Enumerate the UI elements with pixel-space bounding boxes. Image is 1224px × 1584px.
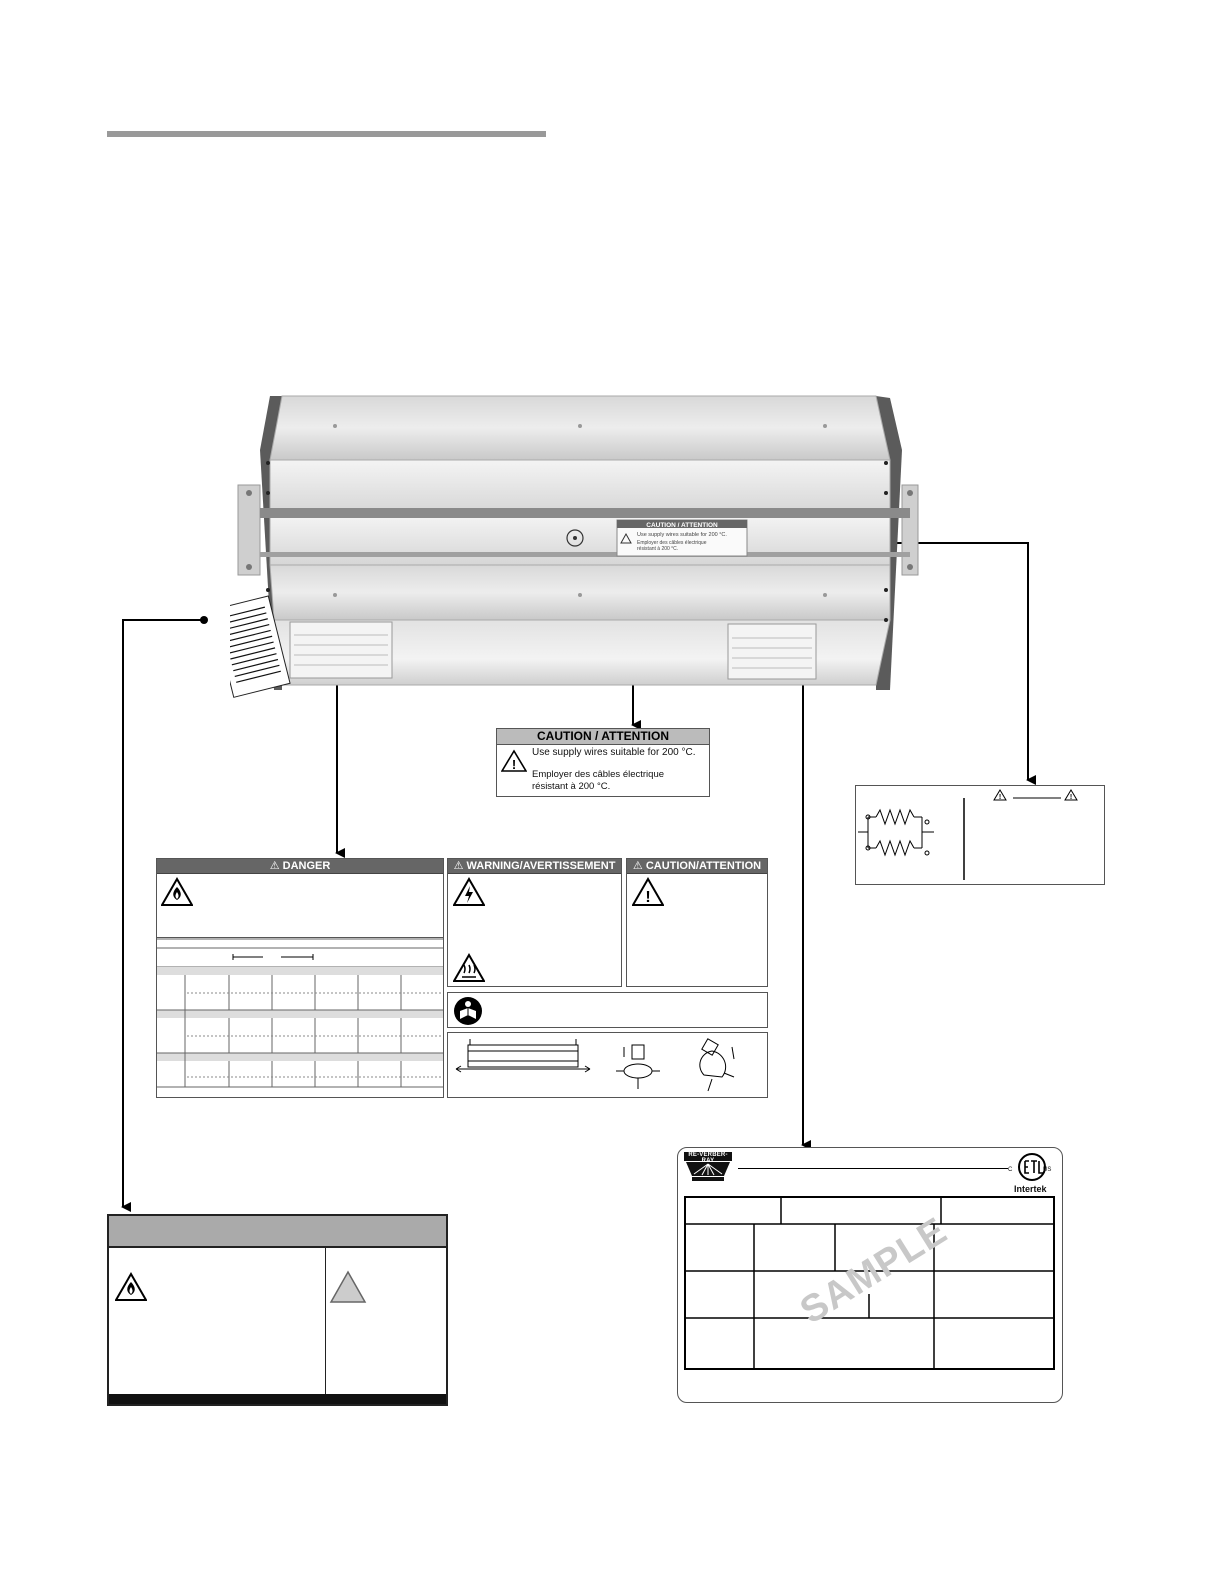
- flame-icon: [161, 877, 193, 907]
- svg-text:!: !: [511, 757, 517, 772]
- electric-shock-icon: [453, 877, 485, 907]
- svg-text:!: !: [645, 889, 651, 906]
- caution-panel: [626, 858, 768, 987]
- caution-label-fr-2: résistant à 200 °C.: [532, 781, 611, 792]
- danger-title: DANGER: [282, 860, 331, 872]
- hot-surface-icon: [453, 953, 485, 983]
- mounting-diagrams: [448, 1033, 766, 1097]
- cert-us: US: [1043, 1167, 1052, 1173]
- mounting-panel: [447, 1032, 768, 1098]
- sample-watermark: SAMPLE: [793, 1209, 955, 1333]
- flame-icon: [115, 1272, 147, 1302]
- caution-triangle-icon: [329, 1270, 367, 1304]
- exclamation-icon: [632, 877, 664, 907]
- caution-title: CAUTION/ATTENTION: [645, 860, 762, 872]
- caution-label-en: Use supply wires suitable for 200 °C.: [532, 747, 696, 758]
- clearance-table: [157, 937, 443, 1097]
- warning-triangle-icon: ⚠: [453, 860, 464, 872]
- brand-name: RE-VERBER-RAY: [688, 1152, 728, 1164]
- danger-panel: [156, 858, 444, 1098]
- warning-triangle-icon: ⚠: [632, 860, 643, 872]
- tag-label-header: [109, 1216, 446, 1248]
- warning-triangle-icon: [501, 749, 527, 773]
- wiring-label: [855, 785, 1105, 885]
- heater-caution-title: CAUTION / ATTENTION: [646, 522, 718, 529]
- heater-illustration: [230, 390, 920, 710]
- rating-plate: [677, 1147, 1063, 1403]
- warning-triangle-icon: ⚠: [269, 860, 280, 872]
- read-manual-icon: [453, 996, 483, 1026]
- wiring-schematic: [856, 786, 1104, 884]
- svg-text:!: !: [1069, 794, 1073, 801]
- plate-title-rule: [738, 1168, 1008, 1169]
- tag-label: [107, 1214, 448, 1406]
- caution-label: [496, 728, 710, 797]
- warning-header: [448, 859, 621, 874]
- cert-c: C: [1008, 1167, 1013, 1173]
- heater-caution-en: Use supply wires suitable for 200 °C.: [637, 532, 727, 538]
- svg-text:!: !: [998, 794, 1002, 801]
- cert-name: Intertek: [1014, 1184, 1047, 1194]
- warning-panel: [447, 858, 622, 987]
- danger-header: [157, 859, 443, 874]
- tag-label-divider: [325, 1246, 326, 1396]
- caution-label-title: CAUTION / ATTENTION: [497, 729, 709, 745]
- read-manual-panel: [447, 992, 768, 1028]
- caution-label-fr-1: Employer des câbles électrique: [532, 769, 665, 780]
- heater-caution-fr-2: résistant à 200 °C.: [637, 546, 679, 552]
- warning-title: WARNING/AVERTISSEMENT: [466, 860, 616, 872]
- tag-label-footer: [109, 1394, 446, 1404]
- heater-caution-fr-1: Employer des câbles électrique: [637, 540, 707, 546]
- caution-header: [627, 859, 767, 874]
